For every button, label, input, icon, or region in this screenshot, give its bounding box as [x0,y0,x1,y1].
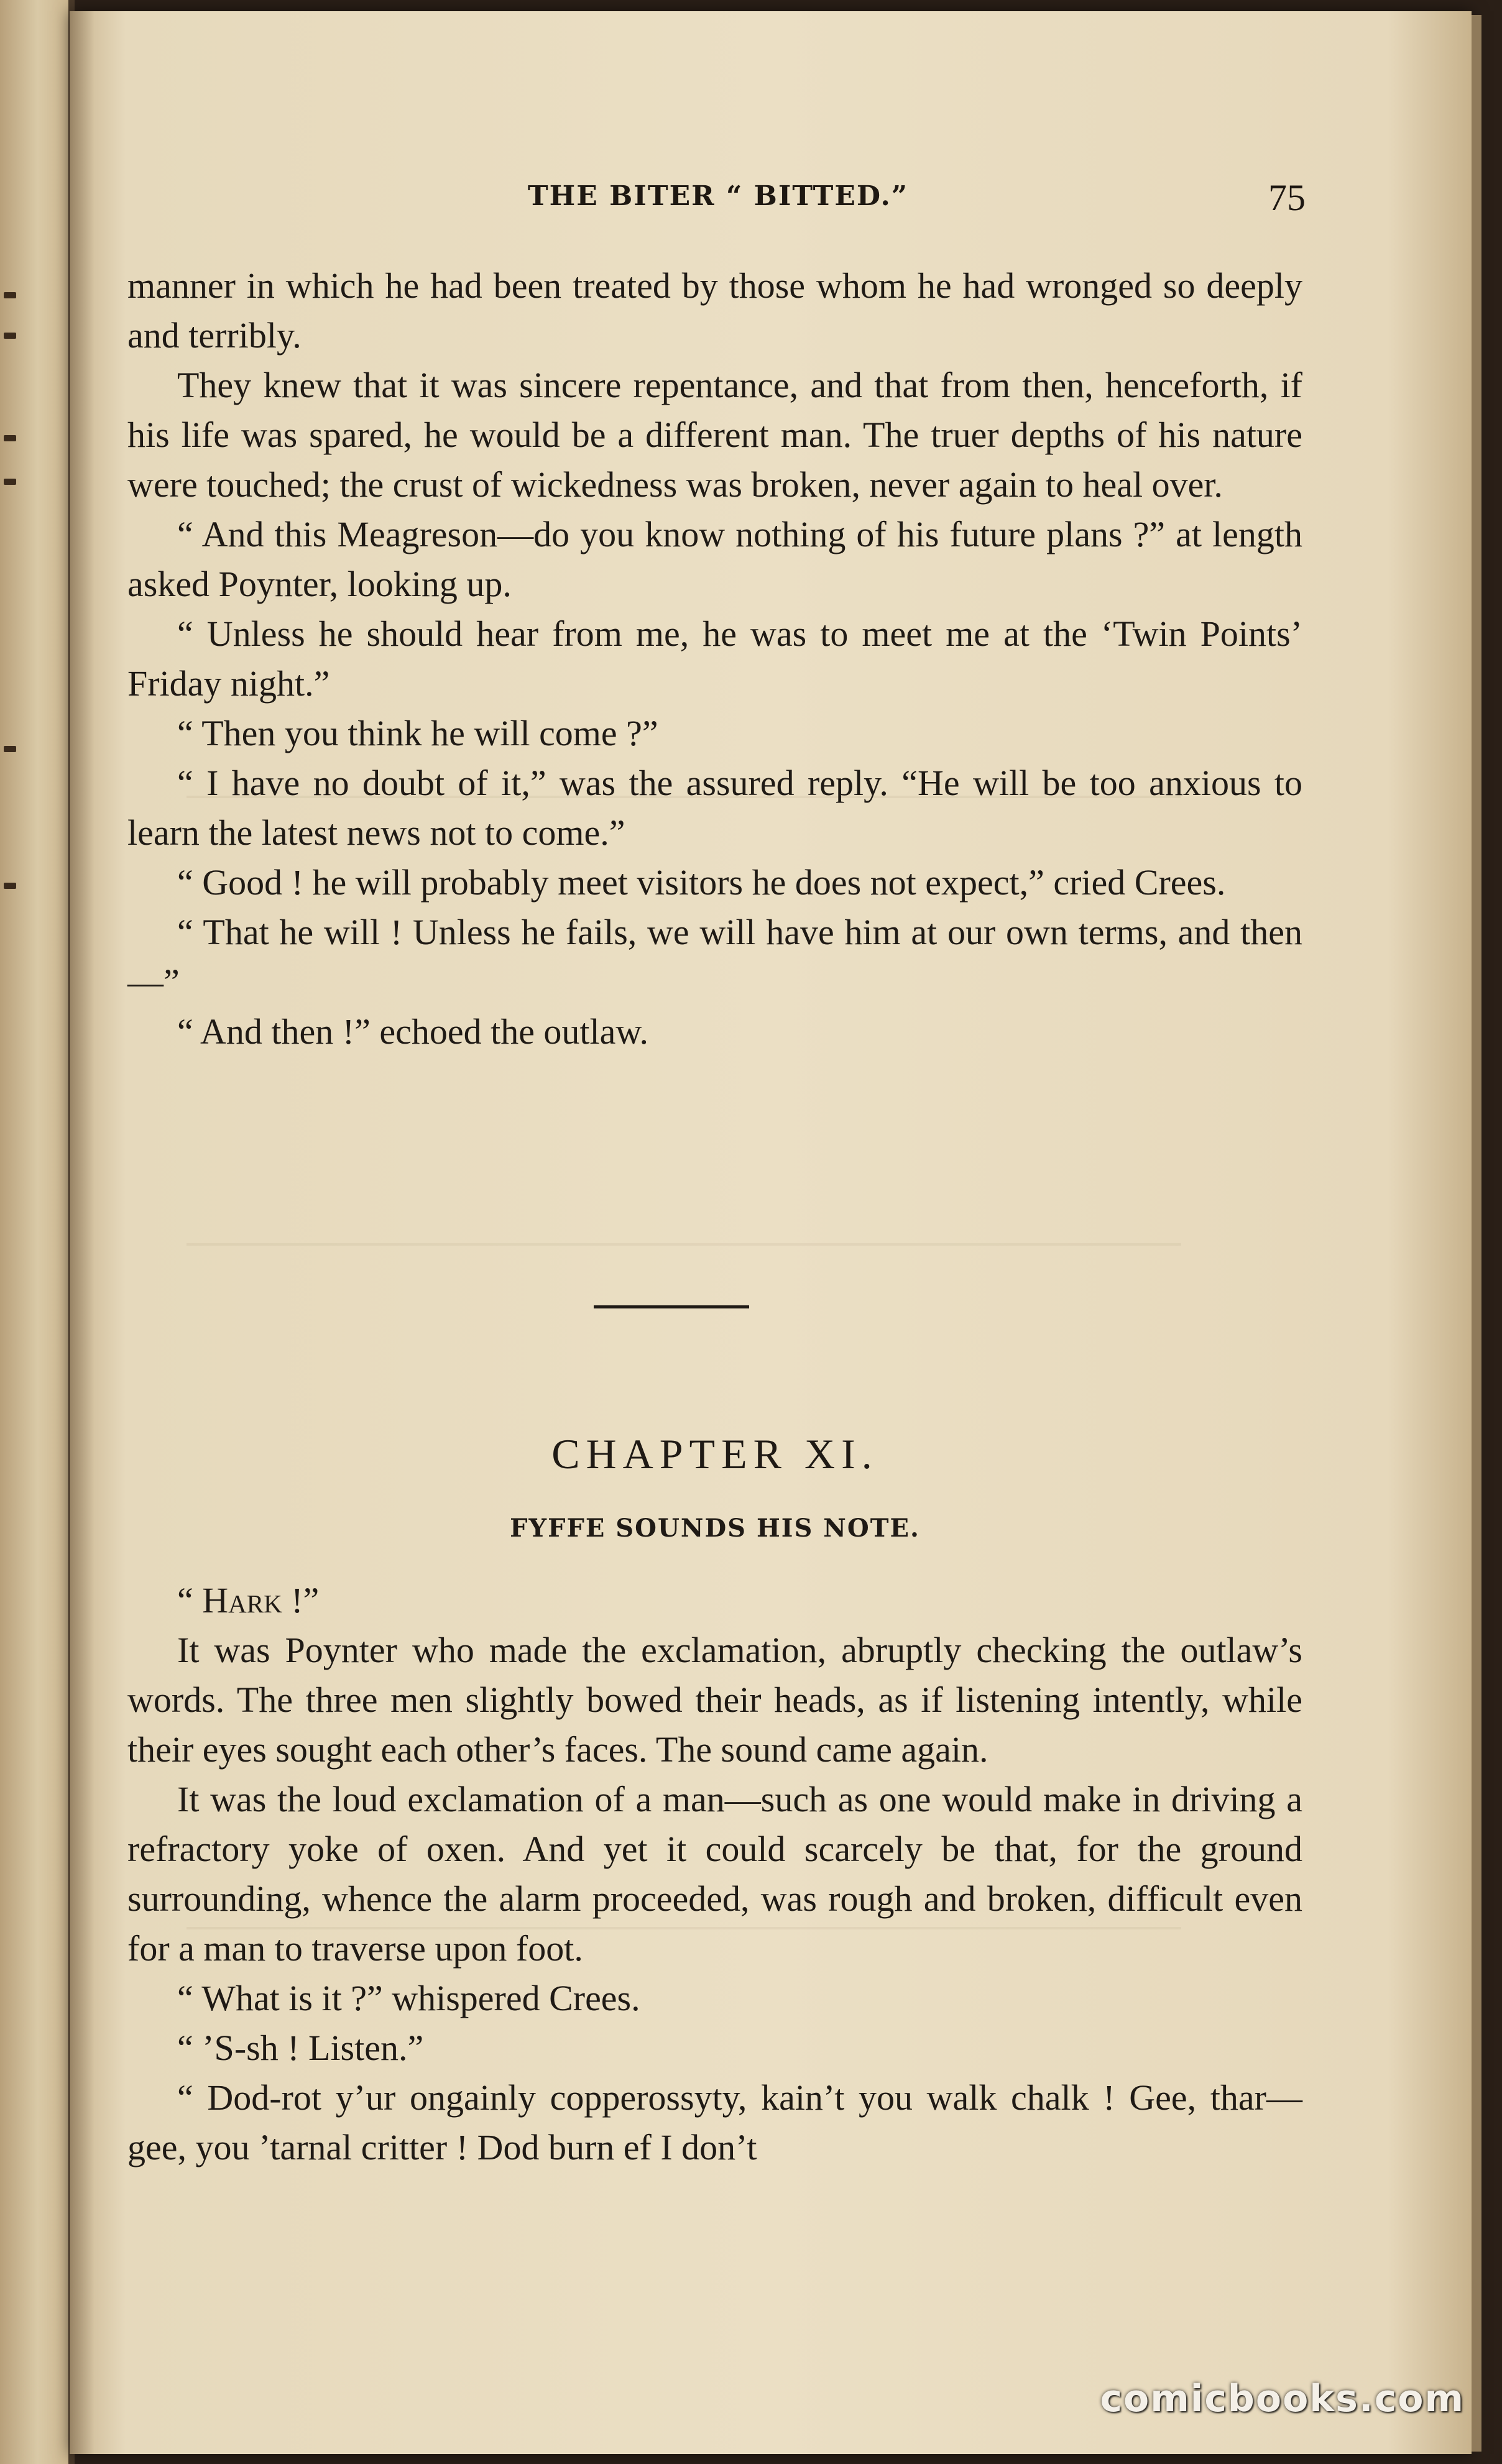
chapter-subtitle: FYFFE SOUNDS HIS NOTE. [510,1514,920,1543]
body-text-top [127,261,1302,1057]
previous-page-ink-mark [4,479,16,485]
bleed-through [187,1243,1181,1246]
paragraph: “ Unless he should hear from me, he was to meet me at the ‘Twin Points’ Friday night.” [127,614,1302,704]
paragraph: It was Poynter who made the exclamation, abruptly checking the outlaw’s words. The three men slightly bowed their heads, as if listening intently, while their eyes sought each other’s faces. The sound came again. [127,1630,1302,1770]
paragraph: They knew that it was sincere repentance, and that from then, henceforth, if his life was spared, he would be a different man. The truer depths of his nature were touched; the crust of wickedness was broken, never again to heal over. [127,365,1302,505]
previous-page-ink-mark [4,746,16,752]
paragraph: “ That he will ! Unless he fails, we will have him at our own terms, and then—” [127,912,1302,1002]
section-divider-rule [594,1305,749,1308]
previous-page-ink-mark [4,333,16,339]
paragraph: “ Dod-rot y’ur ongainly copperossyty, kain’t you walk chalk ! Gee, thar—gee, you ’tarnal critter ! Dod burn ef I don’t [127,2077,1302,2167]
paragraph: “ I have no doubt of it,” was the assured reply. “He will be too anxious to learn the latest news not to come.” [127,763,1302,853]
running-header [131,174,1306,224]
spine-shadow [70,11,94,2454]
running-head-title: THE BITER “ BITTED.” [527,180,909,212]
paragraph: It was the loud exclamation of a man—such as one would make in driving a refractory yoke of oxen. And yet it could scarcely be that, for the ground surrounding, whence the alarm proceeded, was rough and broken, difficult even for a man to traverse upon foot. [127,1779,1302,1969]
paragraph: “ ’S-sh ! Listen.” [177,2028,424,2068]
previous-page-ink-mark [4,435,16,441]
paragraph: “ Good ! he will probably meet visitors he does not expect,” cried Crees. [177,862,1226,903]
paragraph: “ And this Meagreson—do you know nothing of his future plans ?” at length asked Poynter, looking up. [127,514,1302,604]
previous-page-ink-mark [4,292,16,298]
paragraph: “ What is it ?” whispered Crees. [177,1978,640,2018]
previous-page-edge [0,0,75,2464]
paragraph: manner in which he had been treated by those whom he had wronged so deeply and terribly. [127,265,1302,356]
previous-page-ink-mark [4,883,16,889]
page-edge [1472,15,1481,2452]
paragraph: “ Hark !” [177,1580,320,1620]
watermark: comicbooks.com [1100,2377,1465,2420]
paragraph: “ And then !” echoed the outlaw. [177,1011,649,1052]
body-text-bottom [127,1576,1302,2172]
chapter-title: CHAPTER XI. [551,1430,878,1478]
page-number: 75 [1268,177,1306,218]
paragraph: “ Then you think he will come ?” [177,713,658,753]
